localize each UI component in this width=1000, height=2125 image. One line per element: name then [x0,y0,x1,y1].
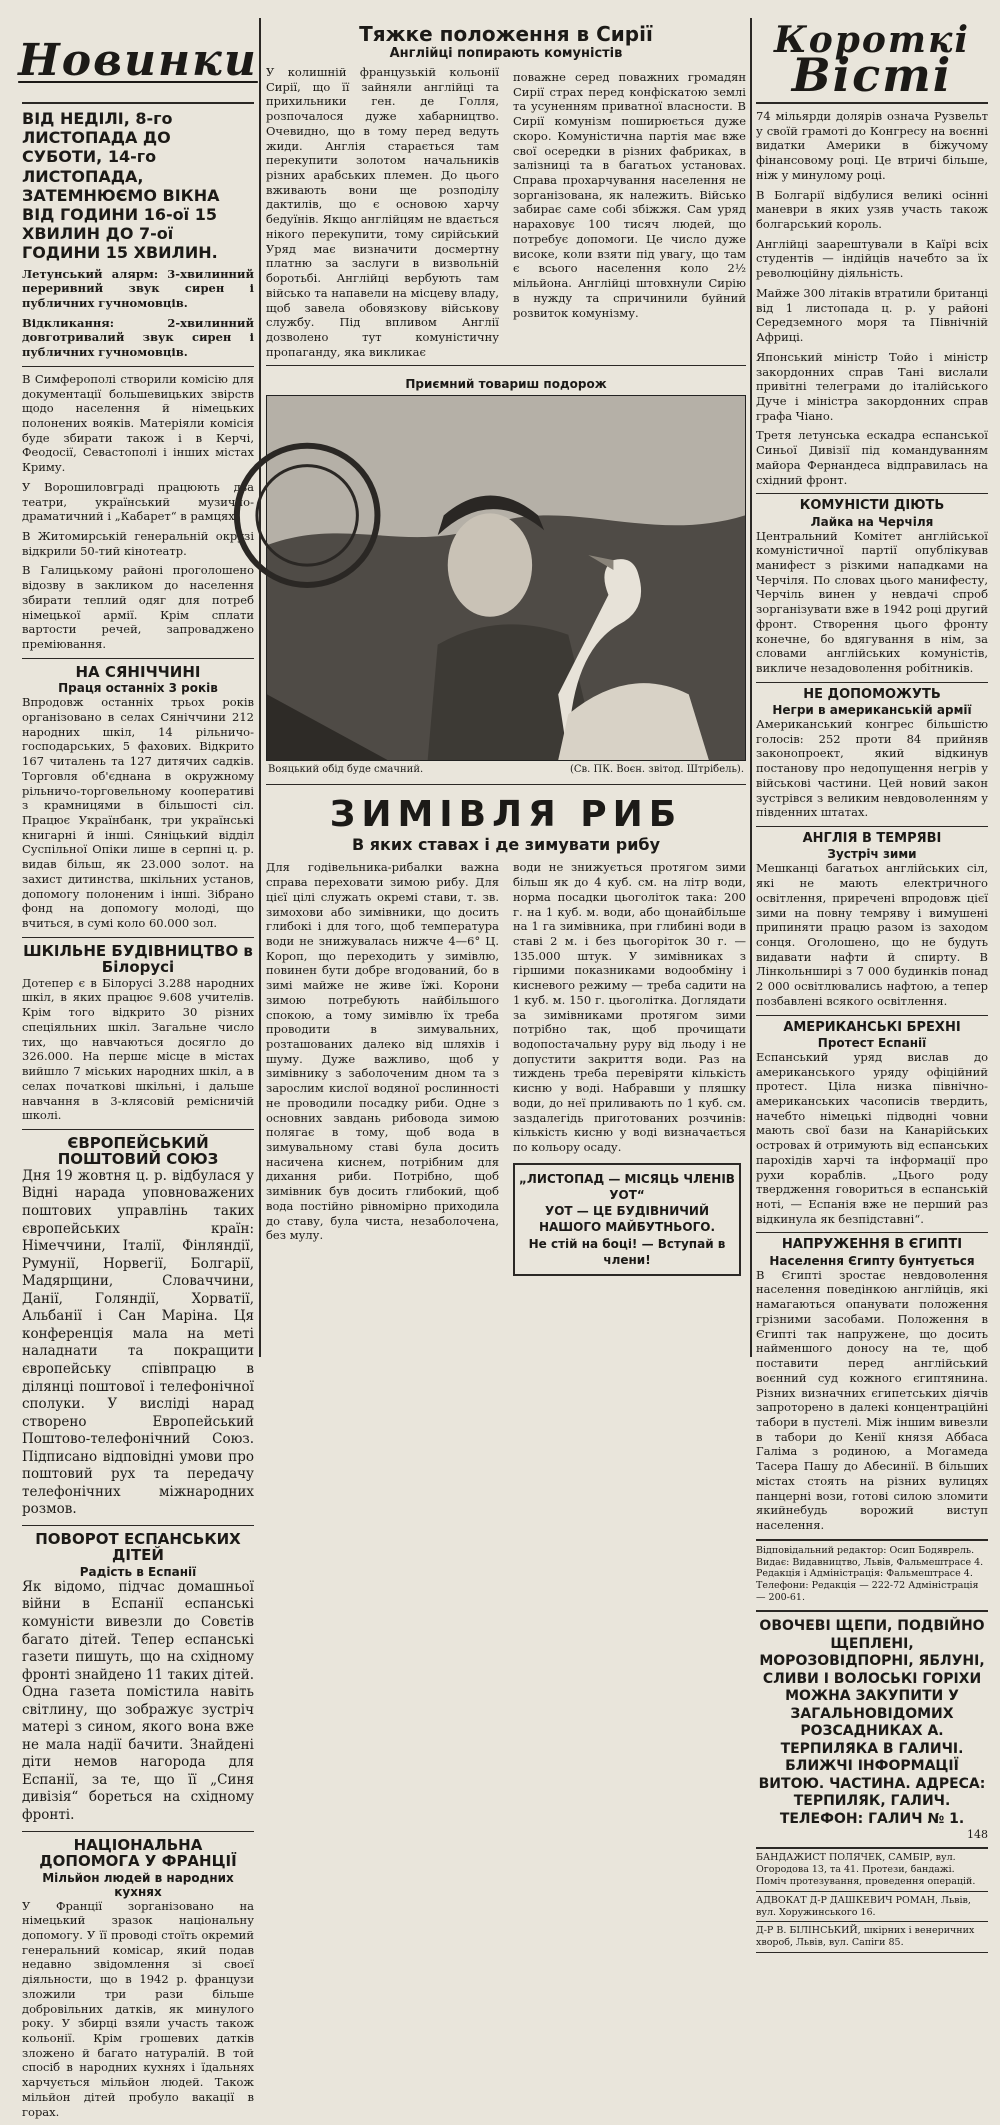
article-title: НАЦІОНАЛЬНА ДОПОМОГА У ФРАНЦІЇ [39,1835,237,1871]
article-lies [756,1016,988,1234]
news-masthead [18,18,258,104]
article-title: КОМУНІСТИ ДІЮТЬ [799,498,945,514]
masthead-title: Вісті [791,48,953,102]
article-text: Як відомо, підчас домашньої війни в Еспанії еспанські комуністи вивезли до Совєтів багато дітей. Тепер еспанські газети пишуть, що на східному фронті знайдено 11 таких дітей. Одна газета помістила навіть світлину, що зображує зустріч матері з сином, якого вона вже не мала надії бачити. Знайдені діти немов нагорода для Еспанії, за те, що її „Синя дивізія“ бореться на східному фронті. [22,1578,254,1823]
promo-line: Не стій на боці! — Вступай в члени! [528,1236,726,1267]
news-item: В Болгарії відбулися великі осінні маневри в яких узяв участь також болгарський король. [756,187,988,232]
news-item: У Ворошиловграді працюють два театри, український музично-драматичний і „Кабарет“ в рамцях. [22,479,254,524]
photo-title: Приємний товариш подорож [405,377,607,392]
article-text: Центральний Комітет англійської комуністичної партії опублікував манифест з різкими нападками на Черчіля. По словах цього манифесту, Черчіль винен у невдачі спроб зорганізувати вже в 1942 році другий фронт. Створення цього фронту конечне, бо вдягування в нім, за словами англійських комуністів, викличе незадоволення робітників. [756,528,988,676]
news-item: Англійці заарештували в Каїрі всіх студентів — індійців начебто за їх революційну діяльність. [756,236,988,281]
promo-line: „ЛИСТОПАД — МІСЯЦЬ ЧЛЕНІВ УОТ“ [519,1171,735,1202]
classified-ad: БАНДАЖИСТ ПОЛЯЧЕК, САМБІР, вул. Огородова 13, та 41. Протези, бандажі. Поміч протезування, проведення операцій. [756,1849,988,1892]
article-communists [756,494,988,682]
news-item: Третя летунська ескадра еспанської Синьої Дивізії під командуванням майора Фернандеса відправилась на східний фронт. [756,428,988,487]
short-news [22,367,254,659]
article-text: Для годівельника-рибалки важна справа переховати зимою рибу. Для цієї цілі служать окремі стави, т. зв. зимохови або зимівники, що досить глибокі і для того, щоб температура води не знижувалась нижче 4—6° Ц. Короп, що переходить у зимівлю, повинен бути добре вгодований, бо в зимі майже не живе їжі. Корони зимою потребують найбільшого спокою, а тому зимівлю їх треба проводити в зимувальних, розташованих далеко від шляхів і шуму. Дуже важливо, щоб у зимівнику з заболоченим дном та з зарослим кислої водяної рослинності не проводили посадку риби. Одне з основних завдань рибовода зимою полягає в тому, щоб вода в зимувальному ставі була досить насичена киснем, потрібним для дихання риби. Потрібно, щоб зимівник був досить глибокий, щоб вода постійно рівномірно приходила до ставу, була чиста, незаболочена, без мулу. [266,860,499,1243]
article-text: Мешканці багатьох англійських сіл, які не мають електричного освітлення, приречені впродовж цієї зими на повну темряву і вимушені припиняти працю разом із заходом сонця. Оголошено, що не будуть видавати нафти й спирту. В Лінкольнширі з 7 000 будинків понад 2 000 освітлювались нафтою, а тепер позбавлені всякого освітлення. [756,861,988,1008]
article-text: Американський конгрес більшістю голосів: 252 проти 84 прийняв законопроект, який відкинув постанову про недопущення негрів у військові частини. Цей новий закон зустрівся з великим невдоволенням у південних штатах. [756,717,988,820]
article-text: води не знижується протягом зими більш як до 4 куб. см. на літр води, норма посадки цьоголіток така: 200 г. на 1 куб. м. води, або щонайбільше на 1 га зимівника, при глибині води в ставі 2 м. і без цьогоріток 30 г. — 135.000 штук. У зимівниках з гіршими показниками водообміну і кисневого режиму — треба садити на 1 куб. м. 150 г. цьоголітка. Доглядати за зимівниками протягом зими потрібно так, щоб прочищати водопостачальну руру від льоду і не допустити закриття води. Раз на тиждень треба перевіряти кількість кисню у воді. Набравши у пляшку води, до неї приливають по 1 куб. см. заздалегідь приготованих розчинів: кількість кисню у воді визначається по кольору осаду. [513,860,746,1155]
article-title: ЄВРОПЕЙСЬКИЙ ПОШТОВИЙ СОЮЗ [57,1133,219,1169]
news-item: 74 мільярди долярів означа Рузвельт у своїй грамоті до Конгресу на воєнні видатки Америки в біжучому фінансовому році. Це втричі більше, ніж у минулому році. [756,109,988,182]
left-column [18,18,258,2119]
article-subtitle: Зустріч зими [827,847,917,862]
article-subtitle: Праця останніх 3 років [58,681,218,696]
masthead-title: Короткі [773,19,971,61]
ad-text: ОВОЧЕВІ ЩЕПИ, ПОДВІЙНО ЩЕПЛЕНІ, МОРОЗОВІДПОРНІ, ЯБЛУНІ, СЛИВИ І ВОЛОСЬКІ ГОРІХИ МОЖНА ЗАКУПИТИ У ЗАГАЛЬНОВІДОМИХ РОЗСАДНИКАХ А. ТЕРПИЛЯКА В ГАЛИЧІ. БЛИЖЧІ ІНФОРМАЦІЇ ВИТОЮ. ЧАСТИНА. АДРЕСА: ТЕРПИЛЯК, ГАЛИЧ. ТЕЛЕФОН: ГАЛИЧ № 1. [758,1618,986,1827]
promo-line: УОТ — ЦЕ БУДІВНИЧИЙ НАШОГО МАЙБУТНЬОГО. [538,1204,716,1235]
article-text: В Єгипті зростає невдоволення населення поведінкою англійців, які намагаються опанувати положення грізними засобами. Положення в Єгипті так напружене, що досить найменшого доносу на те, щоб поставити перед англійський воєнний суд кожного єгиптянина. Різних визначних єгипетських діячів запроторено в далекі концентраційні табори в пустелі. Між іншим вивезли в табори до Кенії князя Аббаса Галіма з родиною, а Могамеда Тасера Пашу до Абесинії. В більших містах стоять на різних вулицях панцерні вози, готові силою зломити якийнебудь ворожий виступ населення. [756,1267,988,1532]
article-title: АМЕРИКАНСЬКІ БРЕХНІ [783,1019,961,1035]
column-divider [750,18,752,1357]
article-subtitle: Радість в Еспанії [79,1564,197,1579]
article-egypt [756,1233,988,1538]
short-news-masthead [756,18,988,104]
news-item: Японський міністр Тойо і міністр закордонних справ Тані вислали привітні телеграми до італійського Дуче і міністра закордонних справ графа Чіано. [756,349,988,423]
article-title: НАПРУЖЕННЯ В ЄГИПТІ [781,1237,963,1253]
article-fish [266,785,746,1282]
article-subtitle: Негри в американській армії [772,703,972,718]
blackout-title: ВІД НЕДІЛІ, 8-го ЛИСТОПАДА ДО СУБОТИ, 14-го ЛИСТОПАДА, ЗАТЕМНЮЄМО ВІКНА ВІД ГОДИНИ 16-ої 15 ХВИЛИН ДО 7-ої ГОДИНИ 15 ХВИЛИН. [22,109,220,263]
news-item: В Галицькому районі проголошено відозву в закликом до населення збирати теплий одяг для потреб німецької армії. Крім сплати вартости речей, запроваджено преміювання. [22,563,254,652]
article-darkness [756,827,988,1015]
news-item: В Симферополі створили комісію для документації большевицьких звірств щодо населення й німецьких полонених вояків. Матеріяли комісія буде збирати також і в Керчі, Феодосії, Севастополі і інших містах Криму. [22,371,254,475]
article-text: Впродовж останніх трьох років організовано в селах Сяніччини 212 народних шкіл, 14 рільничо-господарських, 5 фахових. Відкрито 167 читалень та 127 дитячих садків. Торговля об'єднана в окружному рільничо-торговельному кооперативі з крамницями в більшості сіл. Працює Українбанк, три українські книгарні й інші. Сяніцький відділ Суспільної Опіки лише в серпні ц. р. видав більш, як 23.000 золот. на захист дитинства, шкільних установ, допомогу полоненим і інші. Зібрано фонд на допомогу молоді, що вчиться, в сумі коло 60.000 зол. [22,695,254,931]
article-sianichchyna [22,659,254,938]
photo-caption: Вояцький обід буде смачний. [268,764,424,776]
article-subtitle: Англійці попирають комуністів [389,46,623,61]
article-france [22,1832,254,2125]
article-text: Еспанський уряд вислав до американського уряду офіційний протест. Ціла низка північно-американських часописів твердить, начебто німецькі підводні човни мають свої бази на Канарійських островах й отримують від еспанських парохідів харчі та інформації про рухи кораблів. „Цього роду твердження говориться в еспанській ноті, — Еспанія вже не перший раз відкинула як безпідставні“. [756,1049,988,1226]
classified-ad: АДВОКАТ Д-Р ДАШКЕВИЧ РОМАН, Львів, вул. Хоружинського 16. [756,1892,988,1923]
article-negroes [756,683,988,827]
article-subtitle: Протест Еспанії [817,1035,927,1050]
right-column [756,18,988,1949]
article-subtitle: Лайка на Черчіля [810,514,934,529]
air-raid-alarm: Летунський алярм: 3-хвилинний переривний звук сирен і публичних гучномовців. [22,266,254,310]
article-text: поважне серед поважних громадян Сирії страх перед конфіскатою землі та усуненням приватної власности. В Сирії комунізм поширюється дуже скоро. Комуністична партія має вже свої осередки в різних фабриках, в залізниці та в багатьох установах. Справа прохарчування населення не зорганізована, як належить. Військо забирає саме собі збіжжя. Сам уряд нараховує 100 тисяч людей, що потребує допомоги. Це число дуже високе, коли взяти під увагу, що там є всього населення коло 2½ мільйона. Англійці штовхнули Сирію в нужду та спричинили буйний розвиток комунізму. [513,70,746,320]
article-title: Тяжке положення в Сирії [359,22,653,46]
article-text: Дня 19 жовтня ц. р. відбулася у Відні нарада уповноважених поштових управлінь таких європейських країн: Німеччини, Італії, Фінляндії, Румунії, Норвегії, Болгарії, Мадярщини, Словаччини, Данії, Голяндії, Хорватії, Альбанії і Сан Маріна. Ця конференція мала на меті наладнати та покращити європейську співпрацю в ділянці поштової і телефонічної сполуки. У висліді нарад створено Европейський Поштово-телефонічний Союз. Підписано відповідні умови про поштовий рух та передачу телефонічних міжнародних розмов. [22,1167,254,1518]
classified-ad: Д-Р В. БІЛІНСЬКИЙ, шкірних і венеричних хвороб, Львів, вул. Сапіги 85. [756,1922,988,1953]
article-title: НЕ ДОПОМОЖУТЬ [803,686,941,702]
article-subtitle: В яких ставах і де зимувати рибу [351,835,661,855]
article-title: ЗИМІВЛЯ РИБ [329,794,683,836]
photo-feature [266,366,746,785]
article-postal-union [22,1130,254,1526]
article-title: ПОВОРОТ ЕСПАНСЬКИХ ДІТЕЙ [35,1529,241,1565]
column-divider [259,18,261,1357]
article-title: НА СЯНІЧЧИНІ [75,662,201,681]
article-syria [266,18,746,366]
article-subtitle: Мільйон людей в народних кухнях [42,1870,234,1899]
news-item: В Житомирській генеральній окрузі відкрили 50-тий кінотеатр. [22,529,254,558]
news-item: Майже 300 літаків втратили британці від 1 листопада ц. р. у районі Середземного моря та Північній Африці. [756,285,988,345]
membership-promo [513,1163,741,1276]
article-title: ШКІЛЬНЕ БУДІВНИЦТВО в Білорусі [23,941,253,977]
soldier-with-goose-photo [266,395,746,761]
article-text: У колишній французькій кольонії Сирії, що її зайняли англійці та прихильники ген. де Голля, розпочалося дуже хабарництво. Очевидно, що в тому перед ведуть жиди. Англія старається там перекупити золотом начальників різних арабських племен. До цього вживають вони ще розподілу дактилів, що є основою харчу бедуїнів. Якщо англійцям не вдається нікого перекупити, тому сирійський Уряд має визначити досмертну платню за заслуги в визвольній боротьбі. Англійці вербують там військо та напавели на місцеву владу, щоб завела обовязкову військову службу. Під впливом Англії дозволено тут комуністичну пропаганду, яка викликає [266,65,499,359]
article-title: АНГЛІЯ В ТЕМРЯВІ [802,831,942,847]
blackout-notice [22,104,254,367]
article-text: У Франції зорганізовано на німецький зразок національну допомогу. У її проводі стоїть окремий генеральний комісар, який подав недавно звідомлення зі своєї діяльности, що в 1942 р. французи зложили три рази більше добровільних датків, як минулого року. У збирці взяли участь також кольонії. Крім грошевих датків зложено й багато натуралій. В той спосіб в народних кухнях і їдальнях харчується мільйон людей. Також мільйон дітей пробуло вакації в горах. [22,1898,254,2119]
all-clear: Відкликання: 2-хвилинний довготривалий звук сирен і публичних гучномовців. [22,315,254,360]
publisher-imprint: Відповідальний редактор: Осип Бодяврель. Видає: Видавництво, Львів, Фальмештрасе 4. Редакція і Адміністрація: Фальмештрасе 4. Телефони: Редакція — 222-72 Адміністрація — 200-61. [756,1539,988,1604]
middle-column [266,18,746,1357]
article-spanish-children [22,1526,254,1832]
article-schools [22,938,254,1130]
photo-credit: (Св. ПК. Воєн. звітод. Штрібель). [569,764,744,776]
masthead-title: Новинки [18,34,258,86]
ad-number: 148 [967,1828,988,1842]
orchard-advertisement [756,1610,988,1849]
short-news [756,104,988,494]
article-subtitle: Населення Єгипту бунтується [769,1253,975,1268]
article-text: Дотепер є в Білорусі 3.288 народних шкіл, в яких працює 9.608 учителів. Крім того відкрито 30 різних спеціяльних шкіл. Загальне число тих, що навчаються досягло до 326.000. На першє місце в містах вийшло 7 міських народних шкіл, а в селах початкові шкільні, і дальше навчання в 3-клясовій ремісничій школі. [22,975,254,1123]
